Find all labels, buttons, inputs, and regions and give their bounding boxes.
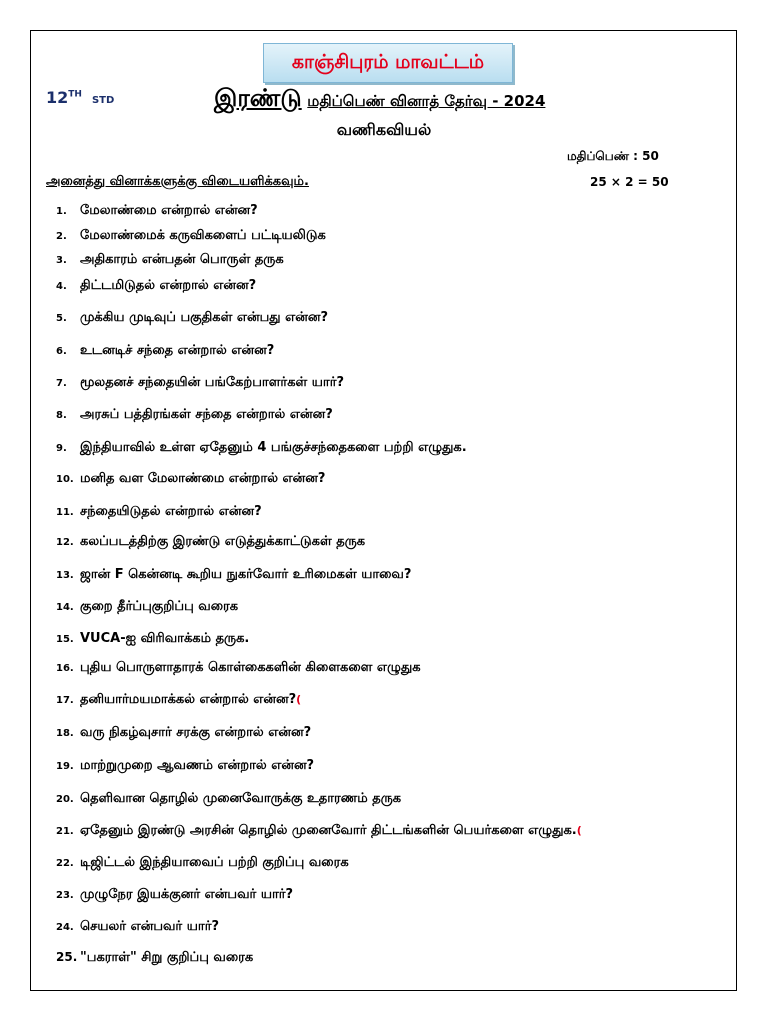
question-number: 7.	[56, 378, 67, 389]
question-text: முக்கிய முடிவுப் பகுதிகள் என்பது என்ன?	[80, 310, 328, 325]
question-number: 5.	[56, 313, 67, 324]
district-banner	[263, 43, 513, 83]
question-text: குறை தீர்ப்புகுறிப்பு வரைக	[80, 599, 239, 614]
question-item	[56, 534, 365, 550]
question-text: செயலர் என்பவர் யார்?	[80, 919, 220, 934]
question-number: 4.	[56, 281, 67, 292]
question-text: VUCA-ஐ விரிவாக்கம் தருக.	[80, 631, 250, 646]
question-item	[56, 278, 256, 294]
marks-calculation: 25 × 2 = 50	[590, 175, 669, 189]
question-number: 2.	[56, 231, 67, 242]
question-text: கலப்படத்திற்கு இரண்டு எடுத்துக்காட்டுகள் தருக	[80, 534, 366, 549]
question-number: 21.	[56, 826, 74, 837]
question-number: 15.	[56, 634, 74, 645]
question-number: 13.	[56, 570, 74, 581]
question-text: வரு நிகழ்வுசார் சரக்கு என்றால் என்ன?	[80, 725, 312, 740]
question-number: 3.	[56, 255, 67, 266]
question-number: 10.	[56, 474, 74, 485]
question-item	[56, 855, 349, 871]
std-number: 12	[46, 88, 69, 107]
question-item	[56, 692, 301, 708]
std-label	[46, 88, 114, 107]
question-item	[56, 725, 311, 741]
question-text: தனியார்மயமாக்கல் என்றால் என்ன?	[80, 692, 297, 707]
total-marks: மதிப்பெண் : 50	[567, 149, 659, 163]
question-number: 9.	[56, 443, 67, 454]
question-number: 1.	[56, 206, 67, 217]
question-item	[56, 375, 344, 391]
question-text: மூலதனச் சந்தையின் பங்கேற்பாளர்கள் யார்?	[80, 375, 345, 390]
question-number: 24.	[56, 922, 74, 933]
question-text: ஏதேனும் இரண்டு அரசின் தொழில் முனைவோர் திட்டங்களின் பெயர்களை எழுதுக.	[80, 823, 577, 838]
question-mark-red: (	[576, 824, 582, 837]
question-number: 14.	[56, 602, 74, 613]
question-number: 17.	[56, 695, 74, 706]
question-text: தெளிவான தொழில் முனைவோருக்கு உதாரணம் தருக	[80, 791, 402, 806]
question-item	[56, 567, 411, 583]
question-item	[56, 599, 238, 615]
question-text: ஜான் F கென்னடி கூறிய நுகர்வோர் உரிமைகள் யாவை?	[80, 567, 412, 582]
exam-title-main: இரண்டு	[214, 84, 302, 112]
exam-title-rest: மதிப்பெண் வினாத் தேர்வு - 2024	[307, 92, 546, 110]
question-number: 23.	[56, 890, 74, 901]
question-number: 11.	[56, 507, 74, 518]
question-item	[56, 504, 262, 520]
question-number: 22.	[56, 858, 74, 869]
question-number: 16.	[56, 663, 74, 674]
question-item	[56, 203, 258, 219]
question-text: புதிய பொருளாதாரக் கொள்கைகளின் கிளைகளை எழுதுக	[80, 660, 421, 675]
question-text: மேலாண்மைக் கருவிகளைப் பட்டியலிடுக	[80, 228, 326, 243]
std-suffix: TH	[68, 89, 82, 100]
question-item	[56, 823, 582, 839]
question-item	[56, 407, 333, 423]
question-text: சந்தையிடுதல் என்றால் என்ன?	[80, 504, 262, 519]
question-mark-red: (	[296, 693, 302, 706]
exam-title	[214, 84, 545, 115]
question-item	[56, 343, 274, 359]
question-text: முழுநேர இயக்குனர் என்பவர் யார்?	[80, 887, 294, 902]
question-text: இந்தியாவில் உள்ள ஏதேனும் 4 பங்குச்சந்தைகளை பற்றி எழுதுக.	[80, 440, 467, 455]
question-item	[56, 758, 314, 774]
question-item	[56, 228, 326, 244]
question-number: 25.	[56, 950, 78, 964]
question-item	[56, 950, 253, 966]
question-text: மேலாண்மை என்றால் என்ன?	[80, 203, 258, 218]
question-text: அதிகாரம் என்பதன் பொருள் தருக	[80, 252, 284, 267]
question-text: திட்டமிடுதல் என்றால் என்ன?	[80, 278, 257, 293]
question-text: அரசுப் பத்திரங்கள் சந்தை என்றால் என்ன?	[80, 407, 333, 422]
question-number: 19.	[56, 761, 74, 772]
instruction-text: அனைத்து வினாக்களுக்கு விடையளிக்கவும்.	[46, 174, 309, 189]
question-text: டிஜிட்டல் இந்தியாவைப் பற்றி குறிப்பு வரைக	[80, 855, 349, 870]
question-number: 8.	[56, 410, 67, 421]
question-text: உடனடிச் சந்தை என்றால் என்ன?	[80, 343, 275, 358]
question-number: 18.	[56, 728, 74, 739]
district-name: காஞ்சிபுரம் மாவட்டம்	[291, 50, 485, 73]
question-item	[56, 887, 293, 903]
question-number: 12.	[56, 537, 74, 548]
question-number: 6.	[56, 346, 67, 357]
question-item	[56, 252, 284, 268]
question-item	[56, 310, 328, 326]
question-item	[56, 631, 249, 647]
question-item	[56, 919, 219, 935]
question-text: "பகராள்" சிறு குறிப்பு வரைக	[80, 950, 254, 965]
question-number: 20.	[56, 794, 74, 805]
question-item	[56, 660, 421, 676]
std-text: STD	[91, 95, 115, 106]
question-item	[56, 791, 401, 807]
question-text: மனித வள மேலாண்மை என்றால் என்ன?	[80, 471, 326, 486]
question-item	[56, 471, 325, 487]
subject-title: வணிகவியல்	[336, 120, 432, 139]
question-item	[56, 440, 467, 456]
question-text: மாற்றுமுறை ஆவணம் என்றால் என்ன?	[80, 758, 315, 773]
